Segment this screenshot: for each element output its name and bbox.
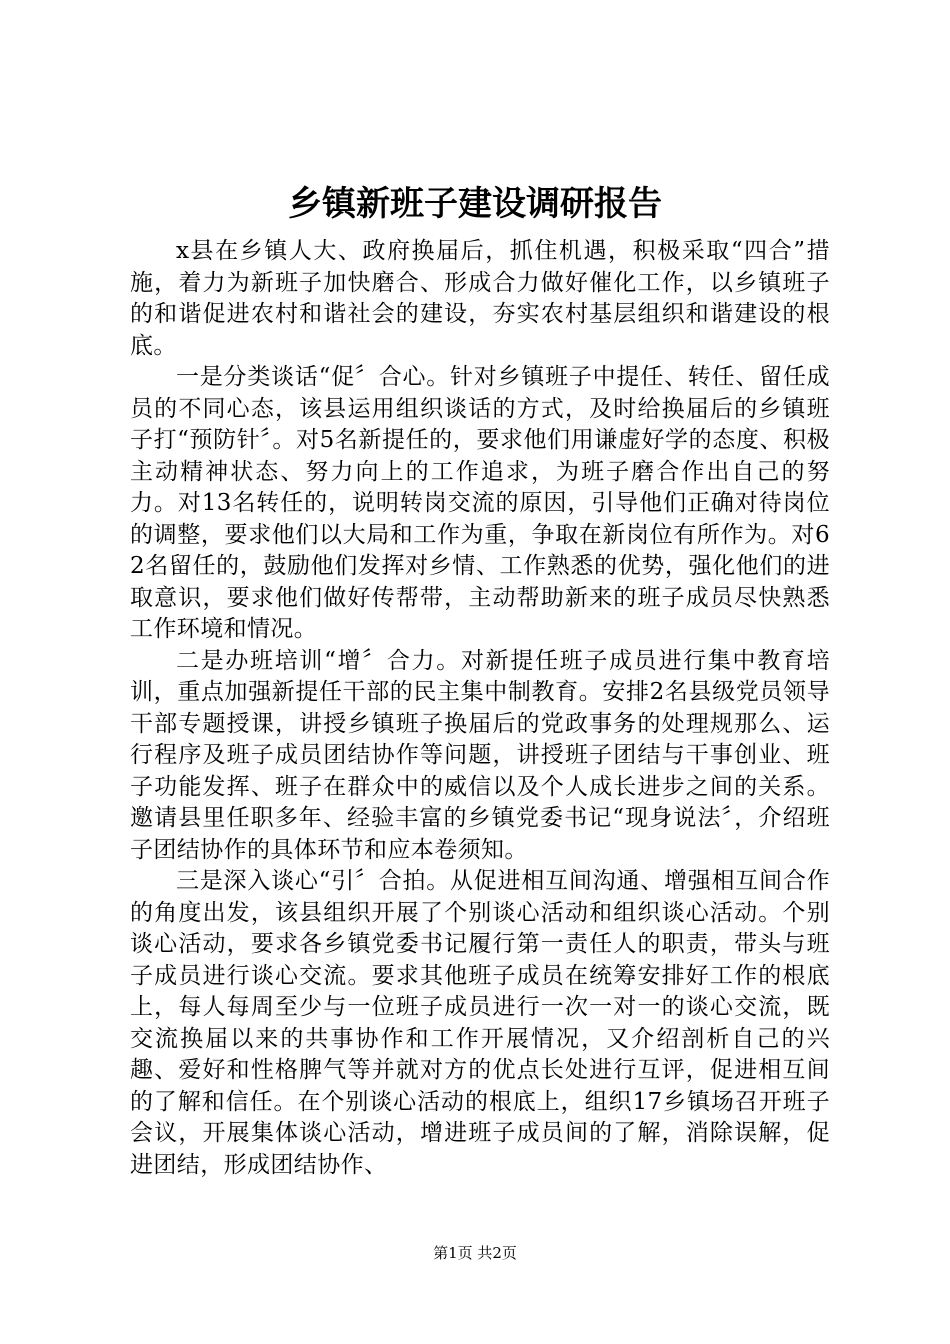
paragraph-point-1: 一是分类谈话“促〞合心。针对乡镇班子中提任、转任、留任成员的不同心态，该县运用组织谈话的方式，及时给换届后的乡镇班子打“预防针〞。对5名新提任的，要求他们用谦虚好学的态度、积极主动精神状态、努力向上的工作追求，为班子磨合作出自己的努力。对13名转任的，说明转岗交流的原因，引导他们正确对待岗位的调整，要求他们以大局和工作为重，争取在新岗位有所作为。对62名留任的，鼓励他们发挥对乡情、工作熟悉的优势，强化他们的进取意识，要求他们做好传帮带，主动帮助新来的班子成员尽快熟悉工作环境和情况。 — [130, 364, 830, 642]
paragraph-point-2: 二是办班培训“增〞合力。对新提任班子成员进行集中教育培训，重点加强新提任干部的民主集中制教育。安排2名县级党员领导干部专题授课，讲授乡镇班子换届后的党政事务的处理规那么、运行程序及班子成员团结协作等问题，讲授班子团结与干事创业、班子功能发挥、班子在群众中的威信以及个人成长进步之间的关系。邀请县里任职多年、经验丰富的乡镇党委书记“现身说法〞，介绍班子团结协作的具体环节和应本卷须知。 — [130, 647, 830, 863]
page-number-footer: 第1页 共2页 — [433, 1244, 517, 1262]
paragraph-intro: x县在乡镇人大、政府换届后，抓住机遇，积极采取“四合”措施，着力为新班子加快磨合、形成合力做好催化工作，以乡镇班子的和谐促进农村和谐社会的建设，夯实农村基层组织和谐建设的根底。 — [130, 238, 830, 359]
document-title: 乡镇新班子建设调研报告 — [288, 184, 662, 224]
paragraph-point-3: 三是深入谈心“引〞合拍。从促进相互间沟通、增强相互间合作的角度出发，该县组织开展了个别谈心活动和组织谈心活动。个别谈心活动，要求各乡镇党委书记履行第一责任人的职责，带头与班子成员进行谈心交流。要求其他班子成员在统筹安排好工作的根底上，每人每周至少与一位班子成员进行一次一对一的谈心交流，既交流换届以来的共事协作和工作开展情况，又介绍剖析自己的兴趣、爱好和性格脾气等并就对方的优点长处进行互评，促进相互间的了解和信任。在个别谈心活动的根底上，组织17乡镇场召开班子会议，开展集体谈心活动，增进班子成员间的了解，消除误解，促进团结，形成团结协作、 — [130, 868, 830, 1178]
document-body — [130, 236, 830, 1181]
